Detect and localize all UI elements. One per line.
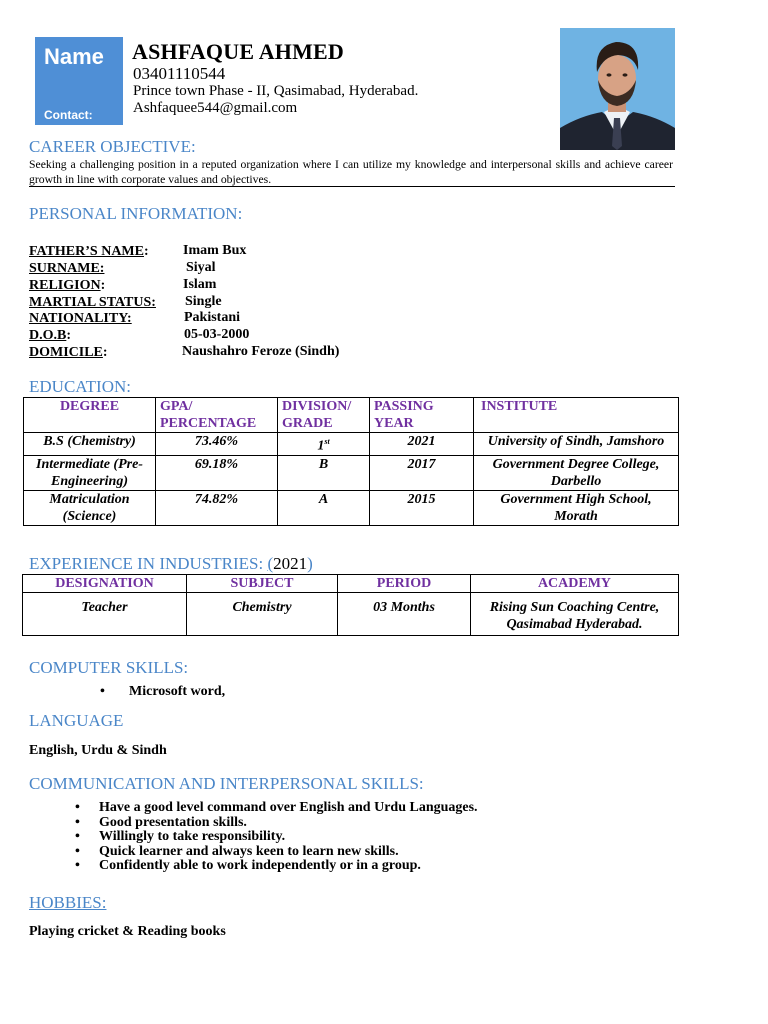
table-row: [24, 490, 679, 525]
profile-photo: [560, 28, 675, 150]
address: Prince town Phase - II, Qasimabad, Hyderabad.: [133, 83, 419, 99]
name-badge-contact: Contact:: [44, 108, 93, 122]
name-badge: [35, 37, 123, 125]
personal-row-dob: D.O.B:: [29, 328, 72, 343]
list-item: • Willingly to take responsibility.: [75, 830, 478, 845]
degree-cell: B.S (Chemistry): [24, 433, 156, 456]
year-cell: 2015: [370, 490, 474, 525]
computer-skills-heading: COMPUTER SKILLS:: [29, 658, 189, 677]
table-row: [23, 593, 679, 636]
list-item: • Good presentation skills.: [75, 816, 478, 831]
table-row: [24, 455, 679, 490]
institute-cell: Government Degree College, Darbello: [474, 455, 679, 490]
hobbies-text: Playing cricket & Reading books: [29, 924, 226, 939]
section-divider: [29, 186, 675, 187]
name-badge-title: Name: [44, 44, 104, 69]
domicile-value: Naushahro Feroze (Sindh): [182, 344, 340, 359]
degree-cell: Intermediate (Pre-Engineering): [24, 455, 156, 490]
list-item: • Confidently able to work independently or in a group.: [75, 859, 478, 874]
grade-cell: B: [278, 455, 370, 490]
hobbies-heading: HOBBIES:: [29, 893, 107, 912]
academy-cell: Rising Sun Coaching Centre, Qasimabad Hyderabad.: [471, 593, 679, 636]
full-name: ASHFAQUE AHMED: [132, 39, 345, 64]
personal-row-nationality: NATIONALITY:: [29, 311, 132, 326]
grade-cell: A: [278, 490, 370, 525]
gpa-cell: 69.18%: [156, 455, 278, 490]
education-table: [23, 397, 679, 526]
column-header-institute: INSTITUTE: [474, 398, 679, 433]
education-header-row: [24, 398, 679, 433]
column-header-designation: DESIGNATION: [23, 575, 187, 593]
personal-info-heading: PERSONAL INFORMATION:: [29, 204, 243, 223]
designation-cell: Teacher: [23, 593, 187, 636]
education-heading: EDUCATION:: [29, 377, 131, 396]
communication-heading: COMMUNICATION AND INTERPERSONAL SKILLS:: [29, 774, 424, 793]
table-row: [24, 433, 679, 456]
experience-table: [22, 574, 679, 636]
experience-header-row: [23, 575, 679, 593]
communication-skills-list: [75, 801, 478, 874]
gpa-cell: 74.82%: [156, 490, 278, 525]
language-text: English, Urdu & Sindh: [29, 743, 167, 758]
list-item: • Have a good level command over English and Urdu Languages.: [75, 801, 478, 816]
nationality-value: Pakistani: [184, 310, 241, 325]
email-address: Ashfaquee544@gmail.com: [133, 100, 298, 116]
personal-row-father: FATHER’S NAME:: [29, 244, 149, 259]
personal-row-marital: MARTIAL STATUS:: [29, 295, 156, 310]
career-objective-heading: CAREER OBJECTIVE:: [29, 137, 196, 156]
father-name-value: Imam Bux: [183, 243, 247, 258]
column-header-gpa: GPA/ PERCENTAGE: [156, 398, 278, 433]
personal-row-surname: SURNAME:: [29, 261, 105, 276]
computer-skills-list: [100, 685, 225, 700]
phone-number: 03401110544: [133, 64, 226, 83]
personal-row-religion: RELIGION:: [29, 278, 106, 293]
list-item: • Microsoft word,: [100, 685, 225, 700]
column-header-division: DIVISION/ GRADE: [278, 398, 370, 433]
career-objective-text: Seeking a challenging position in a reputed organization where I can utilize my knowledge and interpersonal skills and achieve career growth in line with corporate values and objectives.: [29, 158, 673, 186]
gpa-cell: 73.46%: [156, 433, 278, 456]
year-cell: 2017: [370, 455, 474, 490]
year-cell: 2021: [370, 433, 474, 456]
subject-cell: Chemistry: [187, 593, 338, 636]
dob-value: 05-03-2000: [184, 327, 250, 342]
column-header-degree: DEGREE: [24, 398, 156, 433]
personal-row-domicile: DOMICILE:: [29, 345, 108, 360]
grade-cell: 1st: [278, 433, 370, 456]
language-heading: LANGUAGE: [29, 711, 124, 730]
religion-value: Islam: [183, 277, 217, 292]
degree-cell: Matriculation (Science): [24, 490, 156, 525]
column-header-subject: SUBJECT: [187, 575, 338, 593]
column-header-period: PERIOD: [338, 575, 471, 593]
list-item: • Quick learner and always keen to learn new skills.: [75, 845, 478, 860]
marital-status-value: Single: [185, 294, 222, 309]
column-header-academy: ACADEMY: [471, 575, 679, 593]
column-header-passing-year: PASSING YEAR: [370, 398, 474, 433]
surname-value: Siyal: [186, 260, 216, 275]
institute-cell: Government High School, Morath: [474, 490, 679, 525]
experience-heading: EXPERIENCE IN INDUSTRIES: (2021): [29, 554, 313, 573]
institute-cell: University of Sindh, Jamshoro: [474, 433, 679, 456]
period-cell: 03 Months: [338, 593, 471, 636]
